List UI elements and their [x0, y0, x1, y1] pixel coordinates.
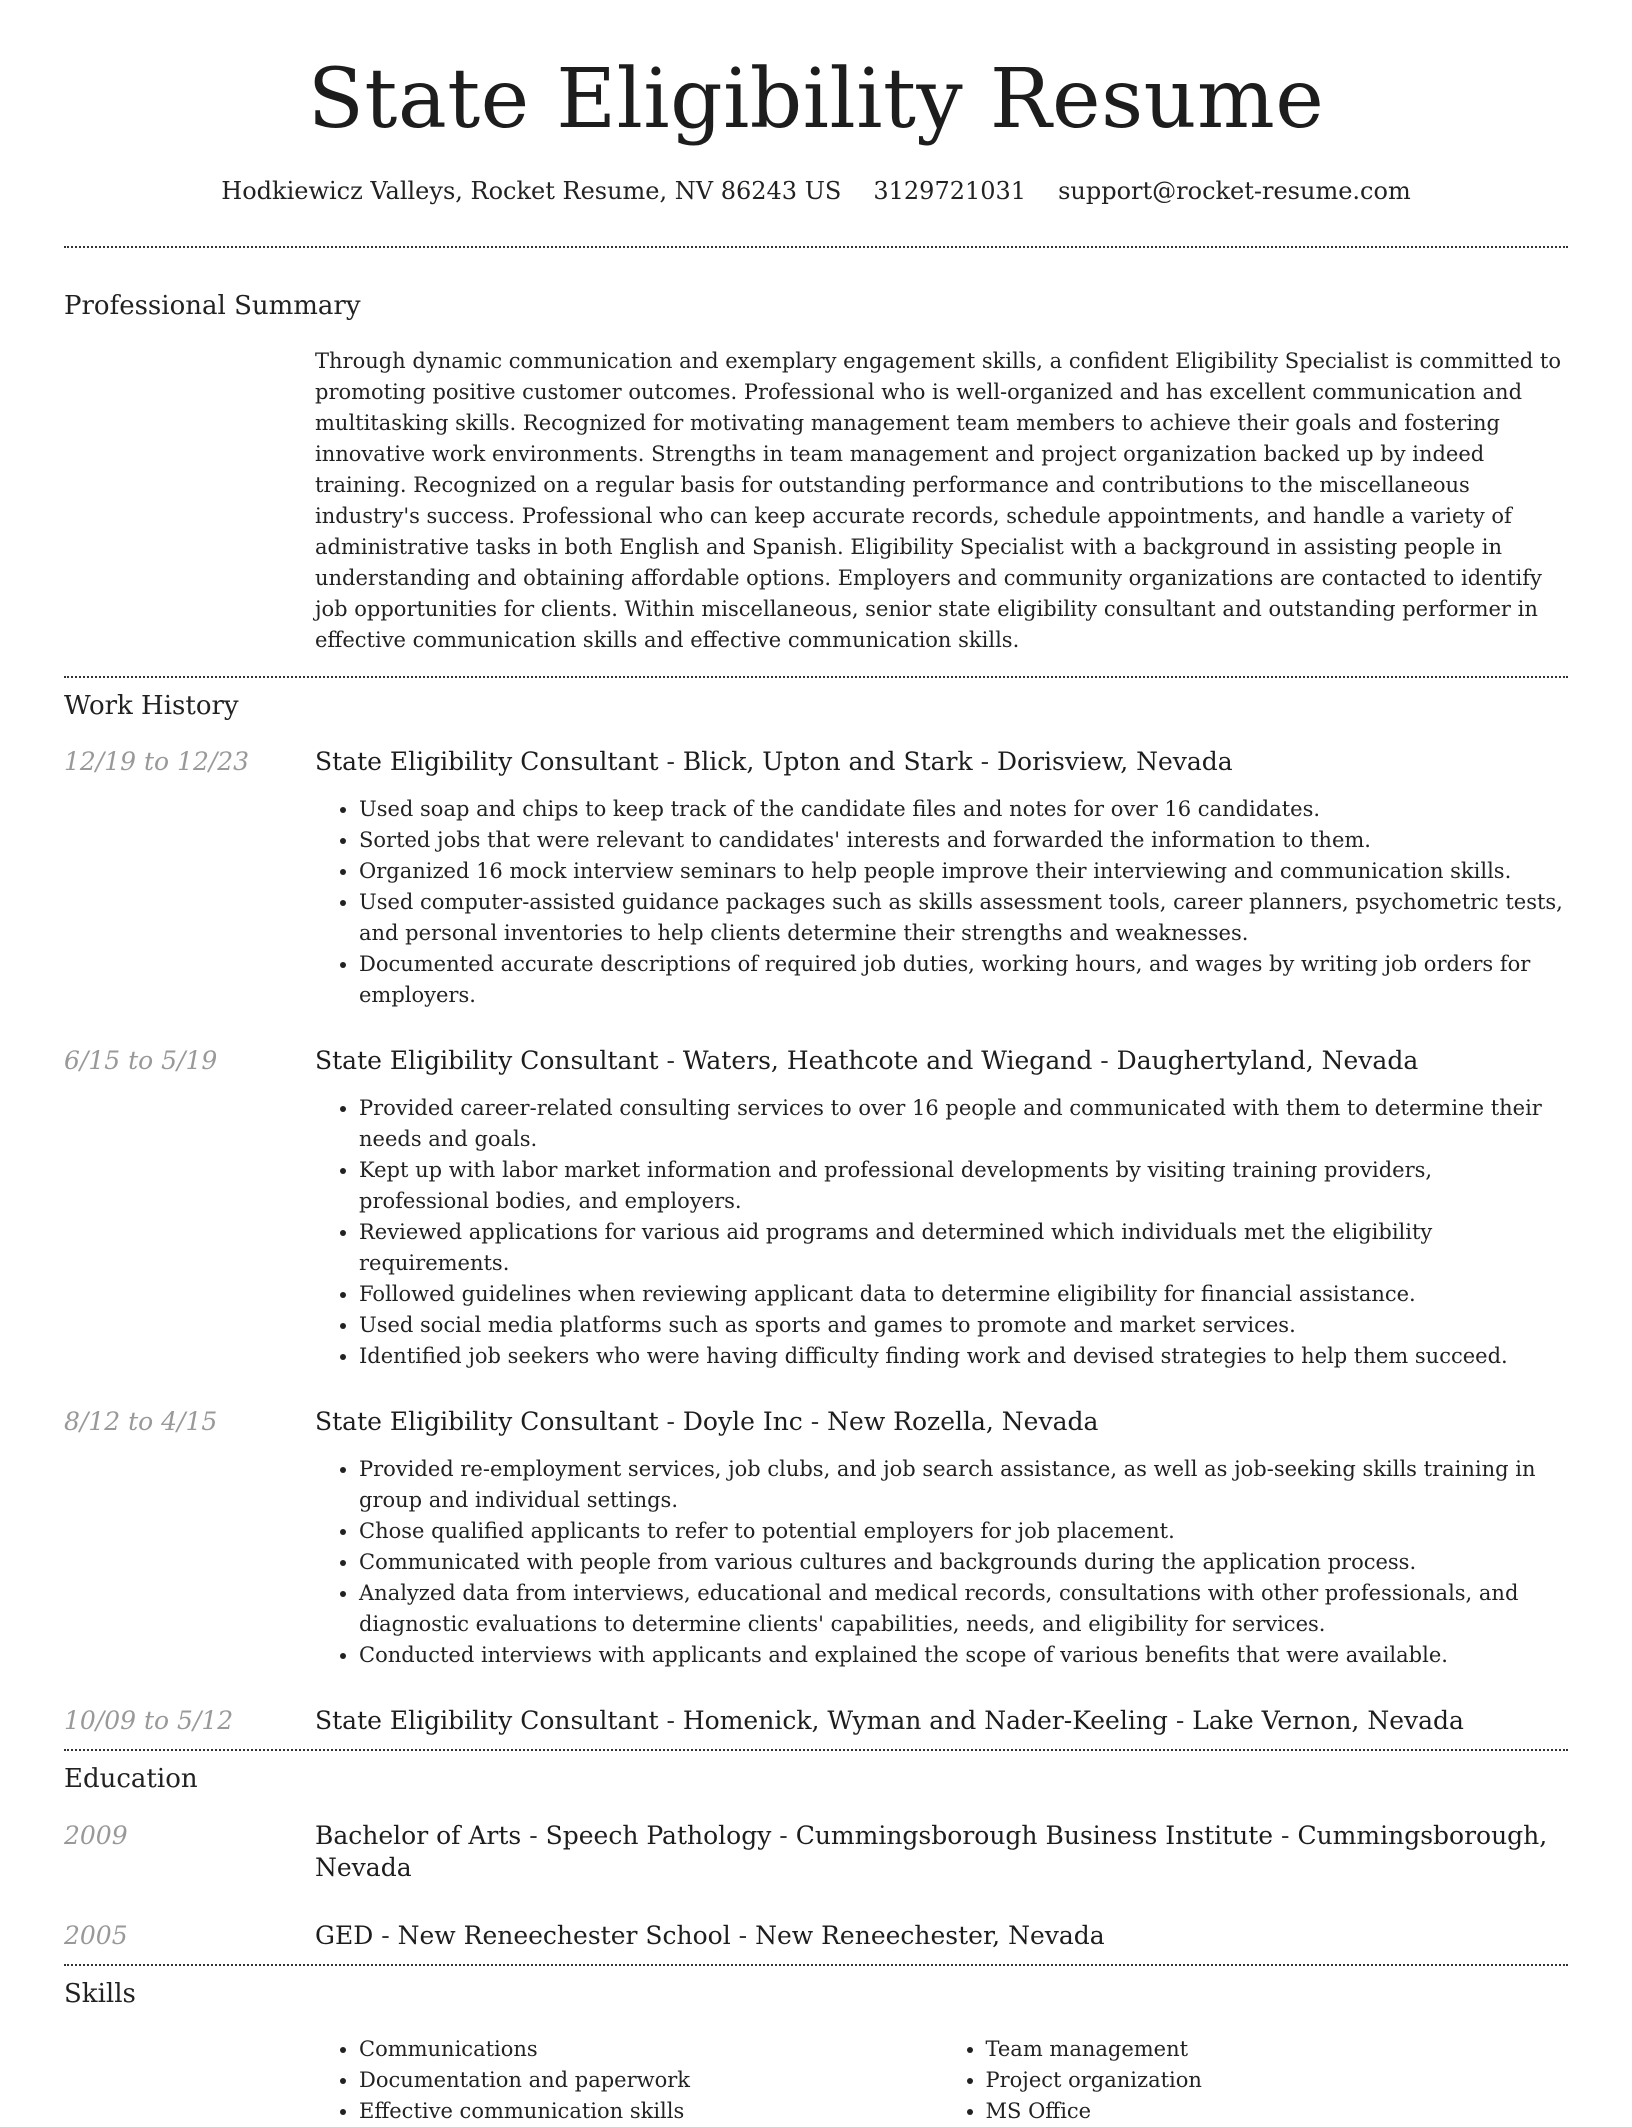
education-details: GED - New Reneechester School - New Reneechester, Nevada: [315, 1921, 1105, 1950]
job-bullet: • Conducted interviews with applicants and explained the scope of various benefits that were available.: [359, 1640, 1568, 1671]
skill-item: • Documentation and paperwork: [359, 2065, 942, 2096]
job-bullet: • Sorted jobs that were relevant to candidates' interests and forwarded the information to them.: [359, 825, 1568, 856]
job-location: Dorisview, Nevada: [996, 747, 1233, 776]
job-bullet: • Followed guidelines when reviewing applicant data to determine eligibility for financial assistance.: [359, 1279, 1568, 1310]
skill-item: • Communications: [359, 2034, 942, 2065]
job-title: State Eligibility Consultant: [315, 1407, 659, 1436]
job-heading: State Eligibility Consultant - Blick, Upton and Stark - Dorisview, Nevada: [315, 747, 1233, 776]
skills-section: [64, 1966, 1568, 2127]
education-degree: Bachelor of Arts: [315, 1821, 522, 1850]
job-heading: State Eligibility Consultant - Doyle Inc - New Rozella, Nevada: [315, 1407, 1099, 1436]
resume-page: [64, 0, 1568, 2127]
education-school: Cummingsborough Business Institute: [795, 1821, 1274, 1850]
education-year: 2009: [64, 1821, 128, 1850]
job-bullets: [315, 794, 1568, 1011]
education-details: Bachelor of Arts - Speech Pathology - Cummingsborough Business Institute - Cummingsborough, Nevada: [315, 1821, 1548, 1882]
resume-header: [64, 0, 1568, 206]
work-history-section: [64, 678, 1568, 1737]
job-company: Homenick, Wyman and Nader-Keeling: [682, 1706, 1168, 1735]
job-bullet: • Documented accurate descriptions of required job duties, working hours, and wages by writing job orders for employers.: [359, 949, 1568, 1011]
resume-title: State Eligibility Resume: [307, 52, 1325, 147]
job-bullet: • Kept up with labor market information and professional developments by visiting training providers, professional bodies, and employers.: [359, 1155, 1568, 1217]
skills-list-left: [315, 2034, 942, 2127]
job-title: State Eligibility Consultant: [315, 747, 659, 776]
job-location: Daughertyland, Nevada: [1116, 1046, 1419, 1075]
job-dates: 12/19 to 12/23: [64, 747, 250, 776]
education-section: [64, 1751, 1568, 1952]
education-degree: GED: [315, 1921, 374, 1950]
contact-email: support@rocket-resume.com: [1058, 177, 1411, 205]
job-location: New Rozella, Nevada: [827, 1407, 1099, 1436]
skill-item: • MS Office: [986, 2096, 1569, 2127]
skill-item: • Project organization: [986, 2065, 1569, 2096]
education-year: 2005: [64, 1921, 128, 1950]
job-entry: [64, 1045, 1568, 1372]
job-bullet: • Chose qualified applicants to refer to potential employers for job placement.: [359, 1516, 1568, 1547]
job-bullet: • Used soap and chips to keep track of the candidate files and notes for over 16 candidates.: [359, 794, 1568, 825]
job-bullet: • Provided re-employment services, job clubs, and job search assistance, as well as job-seeking skills training in group and individual settings.: [359, 1454, 1568, 1516]
summary-section: [64, 248, 1568, 656]
education-item: [64, 1820, 1568, 1884]
contact-line: [64, 176, 1568, 206]
skill-item: • Effective communication skills: [359, 2096, 942, 2127]
job-entry: [64, 1406, 1568, 1671]
skill-item: • Team management: [986, 2034, 1569, 2065]
job-list: [64, 746, 1568, 1737]
job-entry: [64, 1705, 1568, 1737]
job-entry: [64, 746, 1568, 1011]
job-company: Blick, Upton and Stark: [682, 747, 973, 776]
job-bullet: • Identified job seekers who were having difficulty finding work and devised strategies to help them succeed.: [359, 1341, 1568, 1372]
summary-heading: Professional Summary: [64, 291, 361, 321]
job-bullet: • Organized 16 mock interview seminars to help people improve their interviewing and communication skills.: [359, 856, 1568, 887]
work-history-heading: Work History: [64, 691, 239, 721]
job-location: Lake Vernon, Nevada: [1192, 1706, 1464, 1735]
education-item: [64, 1920, 1568, 1952]
job-bullet: • Used computer-assisted guidance packages such as skills assessment tools, career planners, psychometric tests, and personal inventories to help clients determine their strengths and weaknesses.: [359, 887, 1568, 949]
job-bullet: • Used social media platforms such as sports and games to promote and market services.: [359, 1310, 1568, 1341]
education-school: New Reneechester School: [397, 1921, 731, 1950]
education-field: Speech Pathology: [545, 1821, 772, 1850]
skills-list-right: [942, 2034, 1569, 2127]
education-location: Cummingsborough, Nevada: [315, 1821, 1548, 1882]
job-bullet: • Communicated with people from various cultures and backgrounds during the application process.: [359, 1547, 1568, 1578]
job-title: State Eligibility Consultant: [315, 1046, 659, 1075]
job-bullets: [315, 1454, 1568, 1671]
job-bullets: [315, 1093, 1568, 1372]
job-dates: 6/15 to 5/19: [64, 1046, 218, 1075]
job-dates: 10/09 to 5/12: [64, 1706, 234, 1735]
education-heading: Education: [64, 1764, 198, 1794]
job-company: Doyle Inc: [682, 1407, 803, 1436]
summary-text: Through dynamic communication and exemplary engagement skills, a confident Eligibility Specialist is committed to promoting positive customer outcomes. Professional who is well-organized and has excellent communication and multitasking skills. Recognized for motivating management team members to achieve their goals and fostering innovative work environments. Strengths in team management and project organization backed up by indeed training. Recognized on a regular basis for outstanding performance and contributions to the miscellaneous industry's success. Professional who can keep accurate records, schedule appointments, and handle a variety of administrative tasks in both English and Spanish. Eligibility Specialist with a background in assisting people in understanding and obtaining affordable options. Employers and community organizations are contacted to identify job opportunities for clients. Within miscellaneous, senior state eligibility consultant and outstanding performer in effective communication skills and effective communication skills.: [315, 349, 1561, 652]
job-dates: 8/12 to 4/15: [64, 1407, 218, 1436]
job-heading: State Eligibility Consultant - Waters, Heathcote and Wiegand - Daughertyland, Nevada: [315, 1046, 1419, 1075]
job-bullet: • Analyzed data from interviews, educational and medical records, consultations with other professionals, and diagnostic evaluations to determine clients' capabilities, needs, and eligibility for services.: [359, 1578, 1568, 1640]
job-bullet: • Provided career-related consulting services to over 16 people and communicated with them to determine their needs and goals.: [359, 1093, 1568, 1155]
job-bullet: • Reviewed applications for various aid programs and determined which individuals met the eligibility requirements.: [359, 1217, 1568, 1279]
job-title: State Eligibility Consultant: [315, 1706, 659, 1735]
job-company: Waters, Heathcote and Wiegand: [682, 1046, 1093, 1075]
contact-phone: 3129721031: [873, 177, 1027, 205]
job-heading: State Eligibility Consultant - Homenick, Wyman and Nader-Keeling - Lake Vernon, Nevada: [315, 1706, 1464, 1735]
education-location: New Reneechester, Nevada: [755, 1921, 1105, 1950]
skills-heading: Skills: [64, 1979, 136, 2009]
contact-address: Hodkiewicz Valleys, Rocket Resume, NV 86243 US: [221, 177, 842, 205]
